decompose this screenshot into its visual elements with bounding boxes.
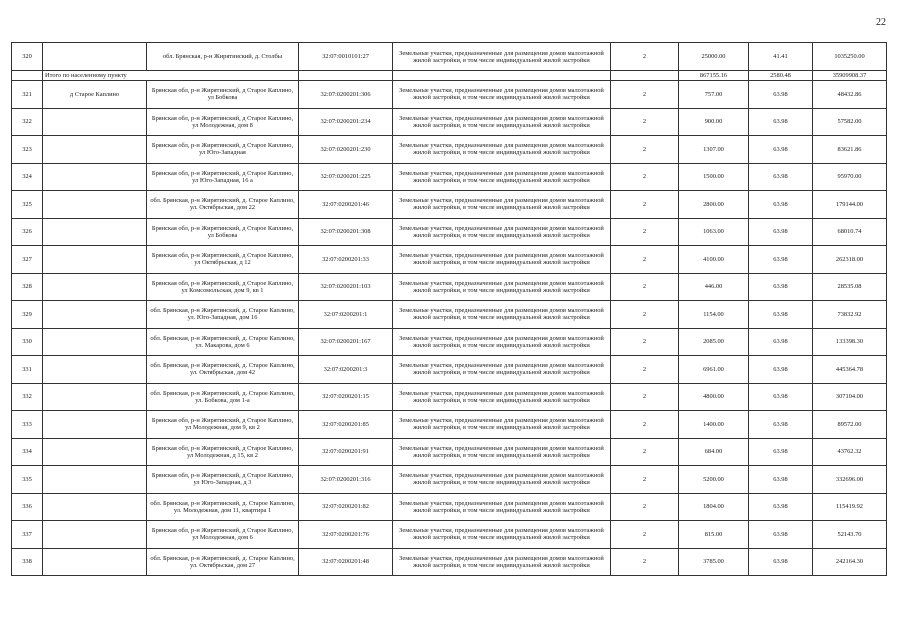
area-cell: 1804.00: [679, 493, 749, 521]
address-cell: Брянская обл, р-н Жирятинский, д Старое Каплино, ул Юго-Западная: [147, 136, 299, 164]
rate-cell: 63.98: [749, 81, 813, 109]
table-row: [12, 548, 887, 576]
cadastral-number-cell: 32:07:0200201:306: [299, 81, 393, 109]
value-cell: 133398.30: [813, 328, 887, 356]
group-cell: 2: [611, 521, 679, 549]
address-cell: Брянская обл, р-н Жирятинский, д Старое Каплино, ул Молодежная, д 15, кв 2: [147, 438, 299, 466]
locality-cell: [43, 548, 147, 576]
cadastral-number-cell: 32:07:0200201:3: [299, 356, 393, 384]
subtotal-empty-cell: [393, 71, 611, 81]
row-number: 336: [12, 493, 43, 521]
value-cell: 43762.32: [813, 438, 887, 466]
area-cell: 1154.00: [679, 301, 749, 329]
area-cell: 1307.00: [679, 136, 749, 164]
cadastral-number-cell: 32:07:0200201:167: [299, 328, 393, 356]
rate-cell: 63.98: [749, 493, 813, 521]
address-cell: Брянская обл, р-н Жирятинский, д Старое Каплино, ул Комсомольская, дом 9, кв 1: [147, 273, 299, 301]
subtotal-row: [12, 71, 887, 81]
group-cell: 2: [611, 218, 679, 246]
row-number: 324: [12, 163, 43, 191]
value-cell: 445364.78: [813, 356, 887, 384]
row-number: 320: [12, 43, 43, 71]
group-cell: 2: [611, 191, 679, 219]
locality-cell: [43, 383, 147, 411]
table-row: [12, 493, 887, 521]
area-cell: 900.00: [679, 108, 749, 136]
purpose-cell: Земельные участки, предназначенные для размещения домов малоэтажной жилой застройки, в том числе индивидуальной жилой застройки: [393, 493, 611, 521]
table-row: [12, 356, 887, 384]
rate-cell: 63.98: [749, 521, 813, 549]
cadastral-number-cell: 32:07:0200201:48: [299, 548, 393, 576]
purpose-cell: Земельные участки, предназначенные для размещения домов малоэтажной жилой застройки, в том числе индивидуальной жилой застройки: [393, 466, 611, 494]
locality-cell: [43, 411, 147, 439]
table-row: [12, 81, 887, 109]
address-cell: обл. Брянская, р-н Жирятинский, д. Старое Каплино, ул. Октябрьская, дом 22: [147, 191, 299, 219]
locality-cell: [43, 43, 147, 71]
area-cell: 757.00: [679, 81, 749, 109]
rate-cell: 41.41: [749, 43, 813, 71]
cadastral-number-cell: 32:07:0010101:27: [299, 43, 393, 71]
group-cell: 2: [611, 466, 679, 494]
area-cell: 1063.00: [679, 218, 749, 246]
purpose-cell: Земельные участки, предназначенные для размещения домов малоэтажной жилой застройки, в том числе индивидуальной жилой застройки: [393, 273, 611, 301]
area-cell: 3785.00: [679, 548, 749, 576]
cadastral-number-cell: 32:07:0200201:225: [299, 163, 393, 191]
cadastral-number-cell: 32:07:0200201:234: [299, 108, 393, 136]
rate-cell: 63.98: [749, 218, 813, 246]
row-number: 321: [12, 81, 43, 109]
locality-cell: [43, 493, 147, 521]
locality-cell: д Старое Каплино: [43, 81, 147, 109]
table-row: [12, 466, 887, 494]
row-number: 330: [12, 328, 43, 356]
address-cell: Брянская обл, р-н Жирятинский, д Старое Каплино, ул Молодежная, дом 9, кв 2: [147, 411, 299, 439]
group-cell: 2: [611, 273, 679, 301]
locality-cell: [43, 356, 147, 384]
area-cell: 5200.00: [679, 466, 749, 494]
value-cell: 48432.86: [813, 81, 887, 109]
rate-cell: 63.98: [749, 246, 813, 274]
subtotal-area: 867155.16: [679, 71, 749, 81]
value-cell: 89572.00: [813, 411, 887, 439]
subtotal-label: Итого по населенному пункту: [43, 71, 299, 81]
subtotal-value: 35909908.37: [813, 71, 887, 81]
address-cell: обл. Брянская, р-н Жирятинский, д. Старое Каплино, ул. Юго-Западная, дом 16: [147, 301, 299, 329]
cadastral-number-cell: 32:07:0200201:316: [299, 466, 393, 494]
group-cell: 2: [611, 356, 679, 384]
address-cell: Брянская обл, р-н Жирятинский, д Старое Каплино, ул Юго-Западная, д 3: [147, 466, 299, 494]
purpose-cell: Земельные участки, предназначенные для размещения домов малоэтажной жилой застройки, в том числе индивидуальной жилой застройки: [393, 191, 611, 219]
area-cell: 1400.00: [679, 411, 749, 439]
row-number: 335: [12, 466, 43, 494]
area-cell: 446.00: [679, 273, 749, 301]
value-cell: 115419.92: [813, 493, 887, 521]
area-cell: 2800.00: [679, 191, 749, 219]
table-row: [12, 328, 887, 356]
rate-cell: 63.98: [749, 136, 813, 164]
address-cell: Брянская обл, р-н Жирятинский, д Старое Каплино, ул Юго-Западная, 16 а: [147, 163, 299, 191]
group-cell: 2: [611, 163, 679, 191]
address-cell: Брянская обл, р-н Жирятинский, д Старое Каплино, ул Бобкова: [147, 218, 299, 246]
area-cell: 4100.00: [679, 246, 749, 274]
table-row: [12, 273, 887, 301]
page-number: 22: [876, 17, 886, 28]
purpose-cell: Земельные участки, предназначенные для размещения домов малоэтажной жилой застройки, в том числе индивидуальной жилой застройки: [393, 163, 611, 191]
row-number: 325: [12, 191, 43, 219]
purpose-cell: Земельные участки, предназначенные для размещения домов малоэтажной жилой застройки, в том числе индивидуальной жилой застройки: [393, 383, 611, 411]
value-cell: 95970.00: [813, 163, 887, 191]
area-cell: 6961.00: [679, 356, 749, 384]
rate-cell: 63.98: [749, 356, 813, 384]
rate-cell: 63.98: [749, 301, 813, 329]
address-cell: Брянская обл, р-н Жирятинский, д Старое Каплино, ул Молодежная, дом 8: [147, 108, 299, 136]
cadastral-number-cell: 32:07:0200201:85: [299, 411, 393, 439]
address-cell: обл. Брянская, р-н Жирятинский, д. Старое Каплино, ул. Молодежная, дом 11, квартира 1: [147, 493, 299, 521]
rate-cell: 63.98: [749, 191, 813, 219]
subtotal-empty-cell: [299, 71, 393, 81]
group-cell: 2: [611, 301, 679, 329]
area-cell: 4800.00: [679, 383, 749, 411]
value-cell: 73832.92: [813, 301, 887, 329]
cadastral-number-cell: 32:07:0200201:230: [299, 136, 393, 164]
value-cell: 262318.00: [813, 246, 887, 274]
table-row: [12, 383, 887, 411]
locality-cell: [43, 191, 147, 219]
cadastral-number-cell: 32:07:0200201:91: [299, 438, 393, 466]
value-cell: 1035250.00: [813, 43, 887, 71]
subtotal-empty-cell: [12, 71, 43, 81]
table-row: [12, 43, 887, 71]
value-cell: 52143.70: [813, 521, 887, 549]
rate-cell: 63.98: [749, 108, 813, 136]
value-cell: 83621.86: [813, 136, 887, 164]
locality-cell: [43, 108, 147, 136]
area-cell: 815.00: [679, 521, 749, 549]
address-cell: обл. Брянская, р-н Жирятинский, д. Старое Каплино, ул. Октябрьская, дом 27: [147, 548, 299, 576]
address-cell: Брянская обл, р-н Жирятинский, д Старое Каплино, ул Октябрьская, д 12: [147, 246, 299, 274]
area-cell: 25000.00: [679, 43, 749, 71]
group-cell: 2: [611, 81, 679, 109]
value-cell: 28535.08: [813, 273, 887, 301]
locality-cell: [43, 438, 147, 466]
purpose-cell: Земельные участки, предназначенные для размещения домов малоэтажной жилой застройки, в том числе индивидуальной жилой застройки: [393, 411, 611, 439]
cadastral-number-cell: 32:07:0200201:308: [299, 218, 393, 246]
cadastral-number-cell: 32:07:0200201:103: [299, 273, 393, 301]
purpose-cell: Земельные участки, предназначенные для размещения домов малоэтажной жилой застройки, в том числе индивидуальной жилой застройки: [393, 81, 611, 109]
locality-cell: [43, 328, 147, 356]
group-cell: 2: [611, 328, 679, 356]
cadastral-number-cell: 32:07:0200201:82: [299, 493, 393, 521]
value-cell: 332696.00: [813, 466, 887, 494]
locality-cell: [43, 218, 147, 246]
group-cell: 2: [611, 43, 679, 71]
locality-cell: [43, 163, 147, 191]
purpose-cell: Земельные участки, предназначенные для размещения домов малоэтажной жилой застройки, в том числе индивидуальной жилой застройки: [393, 108, 611, 136]
subtotal-empty-cell: [611, 71, 679, 81]
rate-cell: 63.98: [749, 328, 813, 356]
table-row: [12, 108, 887, 136]
table-row: [12, 218, 887, 246]
row-number: 331: [12, 356, 43, 384]
table-row: [12, 191, 887, 219]
address-cell: Брянская обл, р-н Жирятинский, д Старое Каплино, ул Бобкова: [147, 81, 299, 109]
value-cell: 242164.30: [813, 548, 887, 576]
purpose-cell: Земельные участки, предназначенные для размещения домов малоэтажной жилой застройки, в том числе индивидуальной жилой застройки: [393, 328, 611, 356]
purpose-cell: Земельные участки, предназначенные для размещения домов малоэтажной жилой застройки, в том числе индивидуальной жилой застройки: [393, 438, 611, 466]
table-row: [12, 438, 887, 466]
table-row: [12, 246, 887, 274]
group-cell: 2: [611, 246, 679, 274]
rate-cell: 63.98: [749, 438, 813, 466]
row-number: 322: [12, 108, 43, 136]
locality-cell: [43, 521, 147, 549]
address-cell: обл. Брянская, р-н Жирятинский, д. Старое Каплино, ул. Макарова, дом 6: [147, 328, 299, 356]
purpose-cell: Земельные участки, предназначенные для размещения домов малоэтажной жилой застройки, в том числе индивидуальной жилой застройки: [393, 136, 611, 164]
group-cell: 2: [611, 383, 679, 411]
locality-cell: [43, 301, 147, 329]
rate-cell: 63.98: [749, 383, 813, 411]
purpose-cell: Земельные участки, предназначенные для размещения домов малоэтажной жилой застройки, в том числе индивидуальной жилой застройки: [393, 301, 611, 329]
rate-cell: 63.98: [749, 273, 813, 301]
purpose-cell: Земельные участки, предназначенные для размещения домов малоэтажной жилой застройки, в том числе индивидуальной жилой застройки: [393, 246, 611, 274]
cadastral-value-table: [11, 42, 887, 576]
row-number: 334: [12, 438, 43, 466]
table-row: [12, 411, 887, 439]
row-number: 337: [12, 521, 43, 549]
value-cell: 68010.74: [813, 218, 887, 246]
value-cell: 57582.00: [813, 108, 887, 136]
rate-cell: 63.98: [749, 163, 813, 191]
cadastral-number-cell: 32:07:0200201:15: [299, 383, 393, 411]
purpose-cell: Земельные участки, предназначенные для размещения домов малоэтажной жилой застройки, в том числе индивидуальной жилой застройки: [393, 521, 611, 549]
purpose-cell: Земельные участки, предназначенные для размещения домов малоэтажной жилой застройки, в том числе индивидуальной жилой застройки: [393, 356, 611, 384]
address-cell: обл. Брянская, р-н Жирятинский, д. Старое Каплино, ул. Октябрьская, дом 42: [147, 356, 299, 384]
purpose-cell: Земельные участки, предназначенные для размещения домов малоэтажной жилой застройки, в том числе индивидуальной жилой застройки: [393, 218, 611, 246]
row-number: 326: [12, 218, 43, 246]
row-number: 329: [12, 301, 43, 329]
row-number: 327: [12, 246, 43, 274]
value-cell: 179144.00: [813, 191, 887, 219]
address-cell: Брянская обл, р-н Жирятинский, д Старое Каплино, ул Молодежная, дом 6: [147, 521, 299, 549]
group-cell: 2: [611, 136, 679, 164]
purpose-cell: Земельные участки, предназначенные для размещения домов малоэтажной жилой застройки, в том числе индивидуальной жилой застройки: [393, 548, 611, 576]
locality-cell: [43, 273, 147, 301]
area-cell: 2085.00: [679, 328, 749, 356]
cadastral-number-cell: 32:07:0200201:46: [299, 191, 393, 219]
group-cell: 2: [611, 108, 679, 136]
table-row: [12, 301, 887, 329]
rate-cell: 63.98: [749, 548, 813, 576]
value-cell: 307104.00: [813, 383, 887, 411]
locality-cell: [43, 136, 147, 164]
group-cell: 2: [611, 493, 679, 521]
cadastral-number-cell: 32:07:0200201:1: [299, 301, 393, 329]
locality-cell: [43, 466, 147, 494]
cadastral-number-cell: 32:07:0200201:33: [299, 246, 393, 274]
group-cell: 2: [611, 411, 679, 439]
row-number: 333: [12, 411, 43, 439]
row-number: 338: [12, 548, 43, 576]
table-row: [12, 136, 887, 164]
purpose-cell: Земельные участки, предназначенные для размещения домов малоэтажной жилой застройки, в том числе индивидуальной жилой застройки: [393, 43, 611, 71]
cadastral-number-cell: 32:07:0200201:76: [299, 521, 393, 549]
area-cell: 1500.00: [679, 163, 749, 191]
locality-cell: [43, 246, 147, 274]
row-number: 323: [12, 136, 43, 164]
table-row: [12, 163, 887, 191]
table-row: [12, 521, 887, 549]
area-cell: 684.00: [679, 438, 749, 466]
group-cell: 2: [611, 548, 679, 576]
rate-cell: 63.98: [749, 411, 813, 439]
address-cell: обл. Брянская, р-н Жирятинский, д. Столбы: [147, 43, 299, 71]
row-number: 332: [12, 383, 43, 411]
rate-cell: 63.98: [749, 466, 813, 494]
row-number: 328: [12, 273, 43, 301]
address-cell: обл. Брянская, р-н Жирятинский, д. Старое Каплино, ул. Бобкова, дом 1-а: [147, 383, 299, 411]
subtotal-rate: 2580.48: [749, 71, 813, 81]
group-cell: 2: [611, 438, 679, 466]
